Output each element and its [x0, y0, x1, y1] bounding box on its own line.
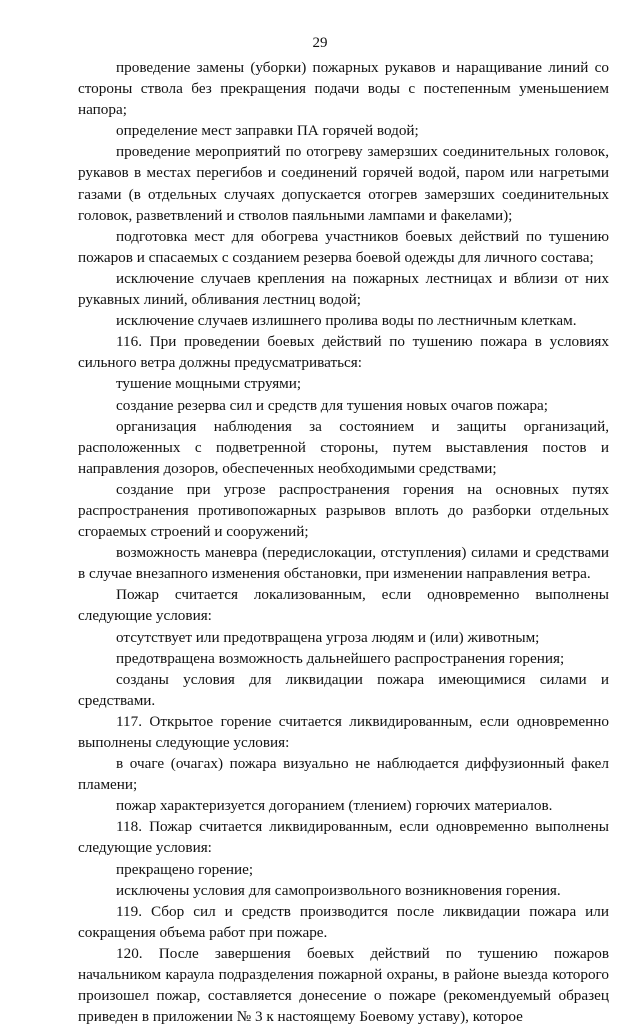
paragraph-item-116: 116. При проведении боевых действий по тушению пожара в условиях сильного ветра должны предусматриваться:: [78, 333, 609, 372]
paragraph-thawing-measures: проведение мероприятий по отогреву замерзших соединительных головок, рукавов в местах перегибов и соединений горячей водой, паром или нагретыми газами (в отдельных случаях допускается отогрев замерзших соединительных головок, разветвлений и стволов паяльными лампами и факелами);: [78, 143, 609, 224]
paragraph-ladder-hose-fastening: исключение случаев крепления на пожарных лестницах и вблизи от них рукавных линий, обливания лестниц водой;: [78, 269, 609, 309]
paragraph-hot-water-refuel-points: определение мест заправки ПА горячей водой;: [116, 122, 419, 140]
paragraph-powerful-jets: тушение мощными струями;: [116, 375, 302, 393]
document-body: [78, 57, 609, 1027]
paragraph-fire-hose-replacement: проведение замены (уборки) пожарных рукавов и наращивание линий со стороны ствола без прекращения подачи воды с постепенным уменьшением напора;: [78, 59, 609, 119]
paragraph-maneuver-possibility: возможность маневра (передислокации, отступления) силами и средствами в случае внезапного изменения обстановки, при изменении направления ветра.: [78, 544, 609, 583]
paragraph-item-118: 118. Пожар считается ликвидированным, если одновременно выполнены следующие условия:: [78, 818, 609, 857]
paragraph-spread-prevented: предотвращена возможность дальнейшего распространения горения;: [116, 649, 565, 667]
page-number: 29: [312, 35, 328, 51]
paragraph-reserve-forces: создание резерва сил и средств для тушения новых очагов пожара;: [116, 396, 549, 414]
paragraph-observation-organization: организация наблюдения за состоянием и защиты организаций, расположенных с подветренной стороны, путем выставления постов и направления дозоров, обеспеченных необходимыми средствами;: [78, 417, 609, 477]
paragraph-item-120: 120. После завершения боевых действий по тушению пожаров начальником караула подразделения пожарной охраны, в районе выезда которого произошел пожар, составляется донесение о пожаре (рекомендуемый образец приведен в приложении № 3 к настоящему Боевому уставу), которое: [78, 944, 609, 1026]
paragraph-smoldering: пожар характеризуется догоранием (тлением) горючих материалов.: [116, 797, 553, 815]
paragraph-firebreaks: создание при угрозе распространения горения на основных путях распространения противопожарных разрывов вплоть до разборки отдельных сгораемых строений и сооружений;: [78, 480, 609, 541]
paragraph-fire-localized: Пожар считается локализованным, если одновременно выполнены следующие условия:: [78, 586, 609, 625]
paragraph-no-threat: отсутствует или предотвращена угроза людям и (или) животным;: [116, 628, 540, 646]
paragraph-conditions-created: созданы условия для ликвидации пожара имеющимися силами и средствами.: [78, 670, 609, 709]
paragraph-heating-places: подготовка мест для обогрева участников боевых действий по тушению пожаров и спасаемых с созданием резерва боевой одежды для личного состава;: [78, 227, 609, 266]
paragraph-burning-stopped: прекращено горение;: [116, 860, 254, 878]
paragraph-item-117: 117. Открытое горение считается ликвидированным, если одновременно выполнены следующие условия:: [78, 712, 609, 751]
paragraph-item-119: 119. Сбор сил и средств производится после ликвидации пожара или сокращения объема работ при пожаре.: [78, 902, 609, 941]
paragraph-no-flame: в очаге (очагах) пожара визуально не наблюдается диффузионный факел пламени;: [78, 755, 609, 794]
paragraph-spontaneous-ignition-excluded: исключены условия для самопроизвольного возникновения горения.: [116, 881, 561, 899]
paragraph-excess-water-spill: исключение случаев излишнего пролива воды по лестничным клеткам.: [116, 312, 577, 330]
